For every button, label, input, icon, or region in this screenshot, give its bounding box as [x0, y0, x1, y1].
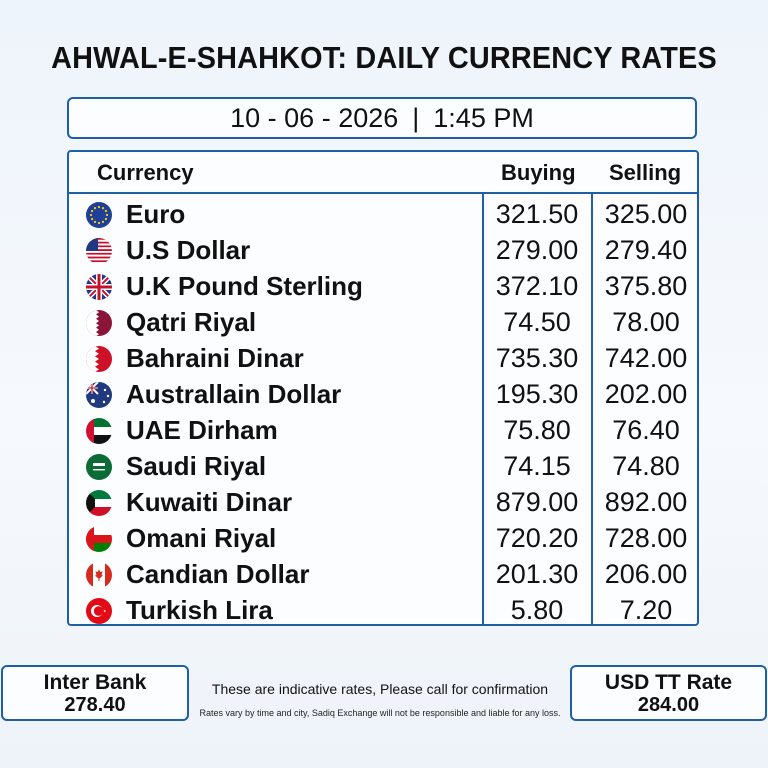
currency-name: UAE Dirham: [126, 415, 278, 445]
selling-rate: 76.40: [612, 415, 680, 445]
buying-rate: 321.50: [495, 199, 579, 229]
buying-rate: 879.00: [495, 487, 579, 517]
table-row: [69, 593, 697, 629]
oman-flag-icon: [86, 526, 112, 552]
table-row: [69, 377, 697, 413]
selling-rate: 202.00: [604, 379, 688, 409]
currency-name: Kuwaiti Dinar: [126, 487, 293, 517]
buying-rate: 5.80: [510, 595, 564, 625]
table-row: [69, 269, 697, 305]
table-row: [69, 305, 697, 341]
buying-rate: 195.30: [495, 379, 579, 409]
header-buying: Buying: [501, 160, 576, 185]
table-row: [69, 341, 697, 377]
canada-flag-icon: [86, 562, 112, 588]
table-row: [69, 233, 697, 269]
saudi-flag-icon: [86, 454, 112, 480]
header-currency: Currency: [97, 160, 194, 185]
us-flag-icon: [86, 238, 112, 264]
usd-tt-rate-value: 284.00: [637, 694, 700, 716]
selling-rate: 728.00: [604, 523, 688, 553]
date-text: 10 - 06 - 2026: [230, 102, 399, 133]
table-row: [69, 449, 697, 485]
currency-name: Bahraini Dinar: [126, 343, 304, 373]
buying-rate: 720.20: [495, 523, 579, 553]
buying-rate: 279.00: [495, 235, 579, 265]
inter-bank-box: [1, 665, 189, 721]
currency-name: Candian Dollar: [126, 559, 310, 589]
selling-rate: 892.00: [604, 487, 688, 517]
usd-tt-rate-label: USD TT Rate: [604, 671, 733, 694]
eu-flag-icon: [86, 202, 112, 228]
table-row: [69, 521, 697, 557]
kuwait-flag-icon: [86, 490, 112, 516]
currency-name: Australlain Dollar: [126, 379, 342, 409]
selling-rate: 325.00: [604, 199, 688, 229]
disclaimer-text: Rates vary by time and city, Sadiq Exchange will not be responsible and liable for any loss.: [199, 708, 561, 718]
table-body: [69, 197, 697, 629]
turkey-flag-icon: [86, 598, 112, 624]
selling-rate: 375.80: [604, 271, 688, 301]
selling-rate: 7.20: [619, 595, 673, 625]
currency-name: Omani Riyal: [126, 523, 277, 553]
buying-rate: 372.10: [495, 271, 579, 301]
selling-rate: 78.00: [612, 307, 680, 337]
page-title: AHWAL-E-SHAHKOT: DAILY CURRENCY RATES: [51, 40, 717, 75]
date-time-bar: [67, 97, 697, 139]
usd-tt-rate-box: [570, 665, 767, 721]
selling-rate: 742.00: [604, 343, 688, 373]
buying-rate: 75.80: [503, 415, 571, 445]
table-row: [69, 557, 697, 593]
currency-name: Qatri Riyal: [126, 307, 257, 337]
time-text: 1:45 PM: [433, 102, 534, 133]
buying-rate: 201.30: [495, 559, 579, 589]
buying-rate: 735.30: [495, 343, 579, 373]
currency-name: Turkish Lira: [126, 595, 273, 625]
inter-bank-value: 278.40: [64, 694, 126, 716]
currency-name: U.S Dollar: [126, 235, 251, 265]
buying-rate: 74.50: [503, 307, 571, 337]
table-row: [69, 197, 697, 233]
currency-name: U.K Pound Sterling: [126, 271, 363, 301]
selling-rate: 279.40: [604, 235, 688, 265]
buying-rate: 74.15: [503, 451, 571, 481]
australia-flag-icon: [86, 382, 112, 408]
rates-table: [67, 150, 699, 626]
indicative-rates-notice: These are indicative rates, Please call for confirmation: [211, 681, 549, 697]
selling-rate: 74.80: [612, 451, 680, 481]
uk-flag-icon: [86, 274, 112, 300]
header-selling: Selling: [609, 160, 682, 185]
currency-name: Saudi Riyal: [126, 451, 267, 481]
table-header: [69, 152, 697, 194]
table-row: [69, 413, 697, 449]
qatar-flag-icon: [86, 310, 112, 336]
uae-flag-icon: [86, 418, 112, 444]
inter-bank-label: Inter Bank: [43, 671, 147, 694]
selling-rate: 206.00: [604, 559, 688, 589]
table-row: [69, 485, 697, 521]
date-time-separator: |: [412, 102, 420, 133]
bahrain-flag-icon: [86, 346, 112, 372]
currency-name: Euro: [126, 199, 186, 229]
